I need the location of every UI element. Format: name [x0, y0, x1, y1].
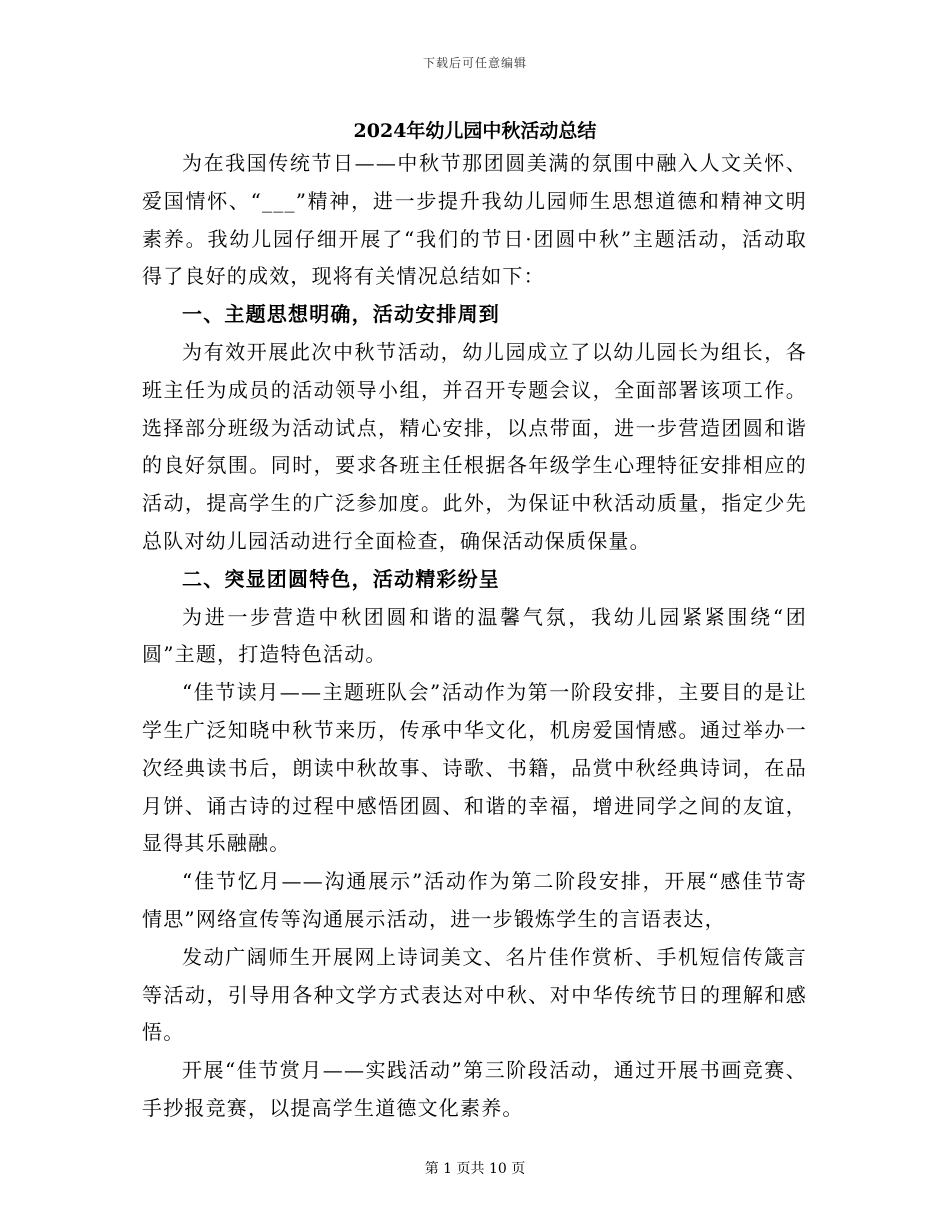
document-title: 2024年幼儿园中秋活动总结	[353, 120, 597, 142]
section-heading-1: 一、主题思想明确，活动安排周到	[182, 302, 500, 327]
section-2-paragraph-4: 发动广阔师生开展网上诗词美文、名片佳作赏析、手机短信传箴言等活动，引导用各种文学方式表达对中秋、对中华传统节日的理解和感悟。	[142, 944, 807, 1045]
header-note: 下载后可任意编辑	[422, 56, 527, 70]
section-2-paragraph-5: 开展“佳节赏月——实践活动”第三阶段活动，通过开展书画竞赛、手抄报竞赛，以提高学生道德文化素养。	[142, 1058, 807, 1120]
document-body	[142, 145, 807, 1128]
section-1-paragraph: 为有效开展此次中秋节活动，幼儿园成立了以幼儿园长为组长，各班主任为成员的活动领导小组，并召开专题会议，全面部署该项工作。选择部分班级为活动试点，精心安排，以点带面，进一步营造团圆和谐的良好氛围。同时，要求各班主任根据各年级学生心理特征安排相应的活动，提高学生的广泛参加度。此外，为保证中秋活动质量，指定少先总队对幼儿园活动进行全面检查，确保活动保质保量。	[142, 339, 807, 553]
section-2-paragraph-3: “佳节忆月——沟通展示”活动作为第二阶段安排，开展“感佳节寄情思”网络宣传等沟通展示活动，进一步锻炼学生的言语表达，	[142, 869, 807, 931]
section-2-paragraph-1: 为进一步营造中秋团圆和谐的温馨气氛，我幼儿园紧紧围绕“团圆”主题，打造特色活动。	[142, 604, 807, 667]
section-heading-2: 二、突显团圆特色，活动精彩纷呈	[182, 566, 500, 591]
intro-paragraph: 为在我国传统节日——中秋节那团圆美满的氛围中融入人文关怀、爱国情怀、“___”精神，进一步提升我幼儿园师生思想道德和精神文明素养。我幼儿园仔细开展了“我们的节日·团圆中秋”主题活动，活动取得了良好的成效，现将有关情况总结如下：	[142, 151, 807, 289]
page-footer: 第 1 页共 10 页	[424, 1161, 526, 1177]
section-2-paragraph-2: “佳节读月——主题班队会”活动作为第一阶段安排，主要目的是让学生广泛知晓中秋节来历，传承中华文化，机房爱国情感。通过举办一次经典读书后，朗读中秋故事、诗歌、书籍，品赏中秋经典诗词，在品月饼、诵古诗的过程中感悟团圆、和谐的幸福，增进同学之间的友谊，显得其乐融融。	[142, 680, 807, 856]
